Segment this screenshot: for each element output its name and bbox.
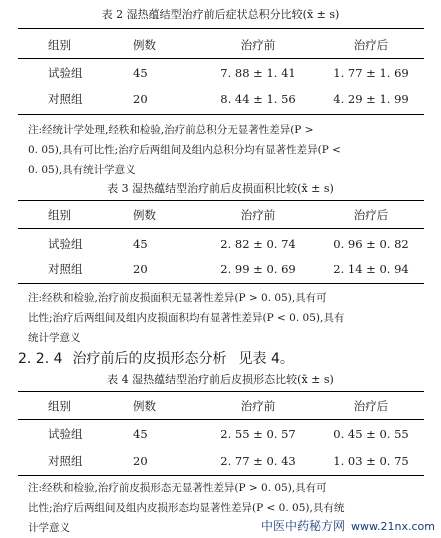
header-before: 治疗前 xyxy=(240,208,276,222)
cell-group: 对照组 xyxy=(48,262,83,276)
table-row xyxy=(18,90,424,108)
cell-before: 2. 82 ± 0. 74 xyxy=(220,237,296,251)
table-row xyxy=(18,260,424,278)
header-before: 治疗前 xyxy=(240,38,276,52)
cell-group: 对照组 xyxy=(48,92,83,106)
cell-after: 4. 29 ± 1. 99 xyxy=(333,92,409,106)
table-4-header-row xyxy=(18,397,424,415)
header-after: 治疗后 xyxy=(353,38,389,52)
section-see-ref: 见表 4。 xyxy=(238,351,294,367)
cell-after: 0. 45 ± 0. 55 xyxy=(333,427,409,441)
cell-before: 2. 55 ± 0. 57 xyxy=(220,427,296,441)
table-row xyxy=(18,425,424,443)
cell-group: 对照组 xyxy=(48,454,83,468)
cell-after: 1. 03 ± 0. 75 xyxy=(333,454,409,468)
cell-after: 0. 96 ± 0. 82 xyxy=(333,237,409,251)
table-3-note xyxy=(28,288,428,348)
header-count: 例数 xyxy=(133,208,156,222)
header-after: 治疗后 xyxy=(353,208,389,222)
cell-group: 试验组 xyxy=(48,66,83,80)
header-before: 治疗前 xyxy=(240,399,276,413)
header-group: 组别 xyxy=(48,399,71,413)
table-4-caption: 表 4 湿热蕴结型治疗前后皮损形态比较(x̄ ± s) xyxy=(107,373,334,386)
table-3-header-row xyxy=(18,206,424,224)
cell-before: 7. 88 ± 1. 41 xyxy=(220,66,296,80)
table-3-header-rule xyxy=(18,228,424,229)
table-row xyxy=(18,235,424,253)
cell-after: 2. 14 ± 0. 94 xyxy=(333,262,409,276)
header-after: 治疗后 xyxy=(353,399,389,413)
note-line: 注:经秩和检验,治疗前皮损面积无显著性差异(P > 0. 05),具有可 xyxy=(28,292,327,304)
cell-group: 试验组 xyxy=(48,427,83,441)
table-row xyxy=(18,64,424,82)
cell-after: 1. 77 ± 1. 69 xyxy=(333,66,409,80)
table-3-bottom-rule xyxy=(18,283,424,284)
table-3-caption: 表 3 湿热蕴结型治疗前后皮损面积比较(x̄ ± s) xyxy=(107,182,334,195)
note-line: 比性;治疗后两组间及组内皮损形态均显著性差异(P < 0. 05),具有统 xyxy=(28,502,345,514)
cell-group: 试验组 xyxy=(48,237,83,251)
cell-count: 20 xyxy=(133,92,148,106)
note-line: 0. 05),具有可比性;治疗后两组间及组内总积分均有显著性差异(P < xyxy=(28,144,341,156)
table-2-header-row xyxy=(18,36,424,54)
cell-before: 2. 77 ± 0. 43 xyxy=(220,454,296,468)
table-4-header-rule xyxy=(18,419,424,420)
cell-before: 2. 99 ± 0. 69 xyxy=(220,262,296,276)
table-3-top-rule xyxy=(18,200,424,201)
watermark-site: 中医中药秘方网 xyxy=(261,519,346,533)
section-number: 2. 2. 4 xyxy=(18,351,63,367)
table-2-note xyxy=(28,120,428,180)
table-2-bottom-rule xyxy=(18,114,424,115)
cell-before: 8. 44 ± 1. 56 xyxy=(220,92,296,106)
cell-count: 45 xyxy=(133,66,148,80)
watermark-url: www.21nx.com xyxy=(351,520,435,533)
cell-count: 20 xyxy=(133,262,148,276)
cell-count: 45 xyxy=(133,427,148,441)
table-4-top-rule xyxy=(18,391,424,392)
note-line: 注:经统计学处理,经秩和检验,治疗前总积分无显著性差异(P > xyxy=(28,124,314,136)
watermark xyxy=(261,517,435,534)
table-4-bottom-rule xyxy=(18,475,424,476)
note-line: 0. 05),具有统计学意义 xyxy=(28,164,136,176)
header-count: 例数 xyxy=(133,38,156,52)
note-line: 统计学意义 xyxy=(28,332,81,344)
section-title: 治疗前后的皮损形态分析 xyxy=(72,351,227,367)
table-2-top-rule xyxy=(18,28,424,29)
note-line: 注:经秩和检验,治疗前皮损形态无显著性差异(P > 0. 05),具有可 xyxy=(28,482,327,494)
table-row xyxy=(18,452,424,470)
table-2-header-rule xyxy=(18,58,424,59)
header-group: 组别 xyxy=(48,208,71,222)
cell-count: 20 xyxy=(133,454,148,468)
header-count: 例数 xyxy=(133,399,156,413)
table-2-caption: 表 2 湿热蕴结型治疗前后症状总积分比较(x̄ ± s) xyxy=(101,8,340,21)
section-heading xyxy=(18,350,294,368)
note-line: 比性;治疗后两组间及组内皮损面积均有显著性差异(P < 0. 05),具有 xyxy=(28,312,345,324)
note-line: 计学意义 xyxy=(28,522,70,534)
header-group: 组别 xyxy=(48,38,71,52)
cell-count: 45 xyxy=(133,237,148,251)
